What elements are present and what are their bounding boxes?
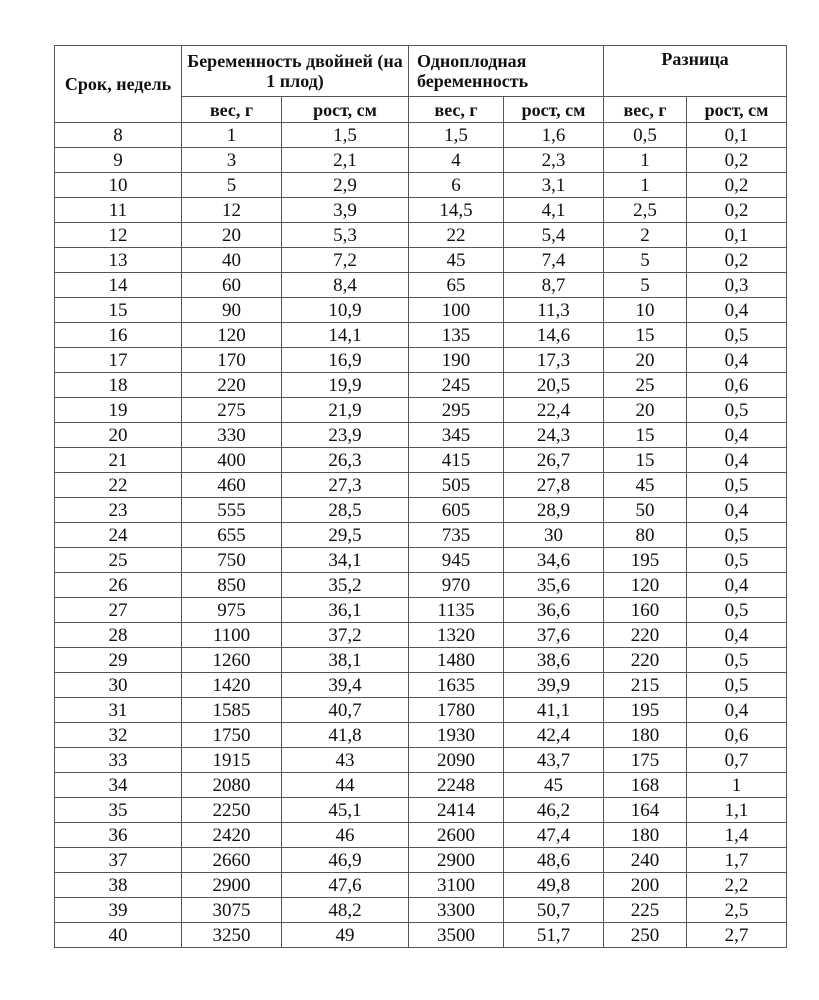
cell-diff-height: 0,4 (687, 698, 787, 723)
cell-week: 9 (55, 148, 182, 173)
cell-twins-height: 45,1 (282, 798, 409, 823)
cell-diff-height: 0,4 (687, 448, 787, 473)
cell-diff-weight: 15 (604, 448, 687, 473)
header-single: Одноплодная беременность (409, 46, 604, 97)
cell-week: 34 (55, 773, 182, 798)
cell-diff-height: 0,6 (687, 373, 787, 398)
cell-week: 14 (55, 273, 182, 298)
table-row (55, 148, 787, 173)
cell-diff-height: 0,2 (687, 198, 787, 223)
cell-diff-weight: 175 (604, 748, 687, 773)
cell-diff-weight: 160 (604, 598, 687, 623)
cell-week: 36 (55, 823, 182, 848)
cell-single-weight: 2414 (409, 798, 504, 823)
table-row (55, 298, 787, 323)
cell-single-weight: 3500 (409, 923, 504, 948)
cell-single-height: 8,7 (504, 273, 604, 298)
cell-single-height: 47,4 (504, 823, 604, 848)
cell-single-weight: 22 (409, 223, 504, 248)
cell-week: 29 (55, 648, 182, 673)
cell-twins-height: 14,1 (282, 323, 409, 348)
cell-diff-height: 0,5 (687, 323, 787, 348)
cell-single-weight: 1635 (409, 673, 504, 698)
cell-single-height: 39,9 (504, 673, 604, 698)
cell-single-height: 1,6 (504, 123, 604, 148)
cell-twins-height: 2,9 (282, 173, 409, 198)
cell-diff-weight: 0,5 (604, 123, 687, 148)
cell-diff-height: 0,4 (687, 498, 787, 523)
cell-single-height: 37,6 (504, 623, 604, 648)
cell-diff-height: 0,4 (687, 298, 787, 323)
table-row (55, 248, 787, 273)
table-row (55, 898, 787, 923)
cell-week: 22 (55, 473, 182, 498)
table-row (55, 648, 787, 673)
cell-week: 26 (55, 573, 182, 598)
cell-twins-height: 21,9 (282, 398, 409, 423)
cell-single-weight: 1930 (409, 723, 504, 748)
cell-twins-weight: 2900 (182, 873, 282, 898)
table-row (55, 173, 787, 198)
cell-diff-weight: 168 (604, 773, 687, 798)
cell-twins-weight: 330 (182, 423, 282, 448)
cell-diff-weight: 180 (604, 823, 687, 848)
cell-twins-height: 28,5 (282, 498, 409, 523)
cell-diff-height: 0,2 (687, 173, 787, 198)
cell-diff-weight: 215 (604, 673, 687, 698)
cell-week: 18 (55, 373, 182, 398)
cell-twins-height: 38,1 (282, 648, 409, 673)
cell-single-weight: 1135 (409, 598, 504, 623)
cell-single-height: 46,2 (504, 798, 604, 823)
cell-twins-weight: 20 (182, 223, 282, 248)
cell-week: 39 (55, 898, 182, 923)
cell-twins-weight: 460 (182, 473, 282, 498)
table-row (55, 698, 787, 723)
cell-diff-weight: 10 (604, 298, 687, 323)
table-row (55, 573, 787, 598)
cell-single-weight: 3100 (409, 873, 504, 898)
cell-diff-weight: 200 (604, 873, 687, 898)
cell-twins-height: 43 (282, 748, 409, 773)
cell-twins-height: 2,1 (282, 148, 409, 173)
cell-twins-weight: 120 (182, 323, 282, 348)
cell-twins-height: 34,1 (282, 548, 409, 573)
cell-diff-weight: 45 (604, 473, 687, 498)
cell-single-weight: 970 (409, 573, 504, 598)
cell-twins-weight: 400 (182, 448, 282, 473)
header-difference: Разница (604, 46, 787, 97)
cell-single-height: 34,6 (504, 548, 604, 573)
cell-single-weight: 45 (409, 248, 504, 273)
cell-twins-weight: 2420 (182, 823, 282, 848)
cell-diff-height: 0,4 (687, 423, 787, 448)
cell-single-weight: 735 (409, 523, 504, 548)
cell-twins-height: 10,9 (282, 298, 409, 323)
cell-single-weight: 100 (409, 298, 504, 323)
cell-week: 33 (55, 748, 182, 773)
cell-single-height: 24,3 (504, 423, 604, 448)
cell-single-height: 43,7 (504, 748, 604, 773)
fetal-growth-table (54, 45, 787, 948)
table-row (55, 723, 787, 748)
cell-twins-height: 41,8 (282, 723, 409, 748)
cell-twins-weight: 5 (182, 173, 282, 198)
table-body (55, 123, 787, 948)
cell-diff-weight: 5 (604, 273, 687, 298)
header-twins: Беременность двойней (на 1 плод) (182, 46, 409, 97)
cell-twins-weight: 275 (182, 398, 282, 423)
cell-diff-weight: 195 (604, 548, 687, 573)
cell-week: 28 (55, 623, 182, 648)
header-single-weight: вес, г (409, 97, 504, 123)
cell-single-weight: 295 (409, 398, 504, 423)
cell-twins-weight: 750 (182, 548, 282, 573)
cell-single-height: 28,9 (504, 498, 604, 523)
cell-week: 38 (55, 873, 182, 898)
cell-diff-weight: 15 (604, 323, 687, 348)
cell-single-height: 7,4 (504, 248, 604, 273)
header-twins-height: рост, см (282, 97, 409, 123)
cell-single-height: 2,3 (504, 148, 604, 173)
cell-week: 32 (55, 723, 182, 748)
cell-single-height: 41,1 (504, 698, 604, 723)
cell-week: 12 (55, 223, 182, 248)
cell-twins-weight: 2660 (182, 848, 282, 873)
cell-single-weight: 3300 (409, 898, 504, 923)
cell-week: 37 (55, 848, 182, 873)
cell-diff-weight: 250 (604, 923, 687, 948)
cell-single-height: 49,8 (504, 873, 604, 898)
cell-week: 30 (55, 673, 182, 698)
cell-diff-weight: 120 (604, 573, 687, 598)
table-row (55, 223, 787, 248)
table-header (55, 46, 787, 123)
cell-diff-weight: 1 (604, 173, 687, 198)
cell-single-height: 36,6 (504, 598, 604, 623)
table-row (55, 373, 787, 398)
cell-single-weight: 190 (409, 348, 504, 373)
cell-single-weight: 505 (409, 473, 504, 498)
cell-twins-weight: 555 (182, 498, 282, 523)
cell-single-weight: 2600 (409, 823, 504, 848)
cell-diff-height: 0,5 (687, 673, 787, 698)
table-row (55, 348, 787, 373)
cell-diff-height: 0,5 (687, 648, 787, 673)
cell-twins-height: 39,4 (282, 673, 409, 698)
cell-single-height: 22,4 (504, 398, 604, 423)
cell-diff-weight: 50 (604, 498, 687, 523)
cell-single-weight: 605 (409, 498, 504, 523)
cell-twins-height: 5,3 (282, 223, 409, 248)
cell-single-height: 11,3 (504, 298, 604, 323)
cell-diff-height: 0,1 (687, 223, 787, 248)
cell-twins-height: 48,2 (282, 898, 409, 923)
cell-diff-weight: 80 (604, 523, 687, 548)
cell-twins-height: 26,3 (282, 448, 409, 473)
cell-twins-weight: 655 (182, 523, 282, 548)
cell-twins-height: 46 (282, 823, 409, 848)
cell-diff-weight: 2,5 (604, 198, 687, 223)
cell-week: 21 (55, 448, 182, 473)
table-row (55, 423, 787, 448)
cell-single-height: 45 (504, 773, 604, 798)
cell-twins-height: 3,9 (282, 198, 409, 223)
table-row (55, 498, 787, 523)
cell-week: 16 (55, 323, 182, 348)
cell-diff-weight: 15 (604, 423, 687, 448)
cell-twins-weight: 3075 (182, 898, 282, 923)
cell-diff-weight: 225 (604, 898, 687, 923)
cell-twins-weight: 850 (182, 573, 282, 598)
table-row (55, 923, 787, 948)
cell-twins-height: 44 (282, 773, 409, 798)
cell-diff-height: 0,5 (687, 523, 787, 548)
cell-diff-height: 0,4 (687, 573, 787, 598)
cell-diff-weight: 240 (604, 848, 687, 873)
cell-week: 17 (55, 348, 182, 373)
cell-twins-weight: 60 (182, 273, 282, 298)
table-row (55, 623, 787, 648)
cell-week: 27 (55, 598, 182, 623)
cell-week: 10 (55, 173, 182, 198)
cell-single-height: 26,7 (504, 448, 604, 473)
cell-twins-height: 8,4 (282, 273, 409, 298)
table-row (55, 798, 787, 823)
cell-diff-weight: 20 (604, 348, 687, 373)
cell-single-weight: 135 (409, 323, 504, 348)
cell-diff-weight: 220 (604, 648, 687, 673)
cell-twins-weight: 1420 (182, 673, 282, 698)
table-row (55, 323, 787, 348)
cell-diff-height: 1,4 (687, 823, 787, 848)
cell-single-height: 20,5 (504, 373, 604, 398)
cell-twins-weight: 3 (182, 148, 282, 173)
cell-twins-height: 36,1 (282, 598, 409, 623)
cell-week: 11 (55, 198, 182, 223)
cell-twins-weight: 1750 (182, 723, 282, 748)
header-group-row (55, 46, 787, 97)
table-row (55, 848, 787, 873)
cell-diff-height: 0,7 (687, 748, 787, 773)
cell-single-height: 4,1 (504, 198, 604, 223)
cell-diff-height: 0,6 (687, 723, 787, 748)
cell-twins-height: 7,2 (282, 248, 409, 273)
cell-twins-height: 40,7 (282, 698, 409, 723)
table-row (55, 873, 787, 898)
cell-single-weight: 2900 (409, 848, 504, 873)
cell-diff-height: 2,2 (687, 873, 787, 898)
header-twins-weight: вес, г (182, 97, 282, 123)
cell-single-height: 50,7 (504, 898, 604, 923)
cell-diff-height: 2,5 (687, 898, 787, 923)
cell-twins-weight: 2080 (182, 773, 282, 798)
cell-single-weight: 4 (409, 148, 504, 173)
cell-single-weight: 1780 (409, 698, 504, 723)
cell-single-height: 42,4 (504, 723, 604, 748)
cell-week: 31 (55, 698, 182, 723)
table-row (55, 773, 787, 798)
header-week: Срок, недель (55, 46, 182, 123)
cell-twins-weight: 975 (182, 598, 282, 623)
cell-single-height: 14,6 (504, 323, 604, 348)
header-diff-weight: вес, г (604, 97, 687, 123)
cell-single-height: 38,6 (504, 648, 604, 673)
cell-week: 15 (55, 298, 182, 323)
cell-twins-weight: 1 (182, 123, 282, 148)
cell-diff-weight: 164 (604, 798, 687, 823)
cell-twins-weight: 2250 (182, 798, 282, 823)
table-row (55, 748, 787, 773)
cell-single-weight: 415 (409, 448, 504, 473)
cell-week: 23 (55, 498, 182, 523)
cell-week: 19 (55, 398, 182, 423)
table-row (55, 273, 787, 298)
table-row (55, 473, 787, 498)
cell-diff-height: 0,5 (687, 398, 787, 423)
cell-twins-height: 29,5 (282, 523, 409, 548)
cell-week: 24 (55, 523, 182, 548)
cell-single-height: 35,6 (504, 573, 604, 598)
table-row (55, 123, 787, 148)
cell-twins-weight: 3250 (182, 923, 282, 948)
table-row (55, 448, 787, 473)
cell-single-weight: 945 (409, 548, 504, 573)
cell-diff-height: 0,5 (687, 473, 787, 498)
table-row (55, 598, 787, 623)
cell-diff-weight: 2 (604, 223, 687, 248)
cell-diff-height: 0,2 (687, 248, 787, 273)
table-row (55, 823, 787, 848)
cell-twins-height: 1,5 (282, 123, 409, 148)
cell-single-weight: 1320 (409, 623, 504, 648)
cell-diff-weight: 195 (604, 698, 687, 723)
cell-single-weight: 2248 (409, 773, 504, 798)
cell-single-weight: 6 (409, 173, 504, 198)
cell-diff-height: 0,1 (687, 123, 787, 148)
cell-single-weight: 14,5 (409, 198, 504, 223)
cell-diff-weight: 5 (604, 248, 687, 273)
cell-diff-height: 0,5 (687, 598, 787, 623)
table-row (55, 548, 787, 573)
table-row (55, 523, 787, 548)
cell-twins-weight: 1100 (182, 623, 282, 648)
cell-single-weight: 345 (409, 423, 504, 448)
cell-single-weight: 245 (409, 373, 504, 398)
table-row (55, 198, 787, 223)
cell-week: 8 (55, 123, 182, 148)
cell-twins-weight: 90 (182, 298, 282, 323)
cell-diff-weight: 20 (604, 398, 687, 423)
cell-single-height: 17,3 (504, 348, 604, 373)
cell-twins-weight: 170 (182, 348, 282, 373)
header-single-height: рост, см (504, 97, 604, 123)
cell-single-height: 30 (504, 523, 604, 548)
cell-diff-height: 2,7 (687, 923, 787, 948)
cell-twins-height: 37,2 (282, 623, 409, 648)
cell-single-weight: 1,5 (409, 123, 504, 148)
cell-twins-weight: 1585 (182, 698, 282, 723)
cell-twins-height: 19,9 (282, 373, 409, 398)
cell-twins-height: 35,2 (282, 573, 409, 598)
cell-single-height: 48,6 (504, 848, 604, 873)
cell-twins-weight: 1260 (182, 648, 282, 673)
cell-single-height: 5,4 (504, 223, 604, 248)
header-diff-height: рост, см (687, 97, 787, 123)
cell-week: 20 (55, 423, 182, 448)
cell-twins-height: 23,9 (282, 423, 409, 448)
cell-diff-weight: 220 (604, 623, 687, 648)
cell-single-height: 27,8 (504, 473, 604, 498)
cell-diff-height: 1,7 (687, 848, 787, 873)
cell-week: 40 (55, 923, 182, 948)
cell-diff-height: 0,4 (687, 348, 787, 373)
cell-diff-height: 0,4 (687, 623, 787, 648)
cell-diff-height: 1,1 (687, 798, 787, 823)
cell-twins-height: 49 (282, 923, 409, 948)
cell-twins-weight: 12 (182, 198, 282, 223)
cell-diff-weight: 180 (604, 723, 687, 748)
cell-twins-height: 27,3 (282, 473, 409, 498)
cell-diff-height: 0,3 (687, 273, 787, 298)
table-row (55, 398, 787, 423)
cell-week: 13 (55, 248, 182, 273)
cell-diff-height: 1 (687, 773, 787, 798)
cell-twins-weight: 1915 (182, 748, 282, 773)
cell-single-height: 3,1 (504, 173, 604, 198)
cell-twins-height: 47,6 (282, 873, 409, 898)
cell-diff-height: 0,5 (687, 548, 787, 573)
cell-twins-weight: 40 (182, 248, 282, 273)
cell-twins-weight: 220 (182, 373, 282, 398)
cell-single-weight: 1480 (409, 648, 504, 673)
cell-week: 25 (55, 548, 182, 573)
cell-single-weight: 65 (409, 273, 504, 298)
cell-diff-weight: 25 (604, 373, 687, 398)
cell-week: 35 (55, 798, 182, 823)
cell-twins-height: 16,9 (282, 348, 409, 373)
cell-single-height: 51,7 (504, 923, 604, 948)
cell-diff-height: 0,2 (687, 148, 787, 173)
table-row (55, 673, 787, 698)
cell-diff-weight: 1 (604, 148, 687, 173)
cell-twins-height: 46,9 (282, 848, 409, 873)
cell-single-weight: 2090 (409, 748, 504, 773)
